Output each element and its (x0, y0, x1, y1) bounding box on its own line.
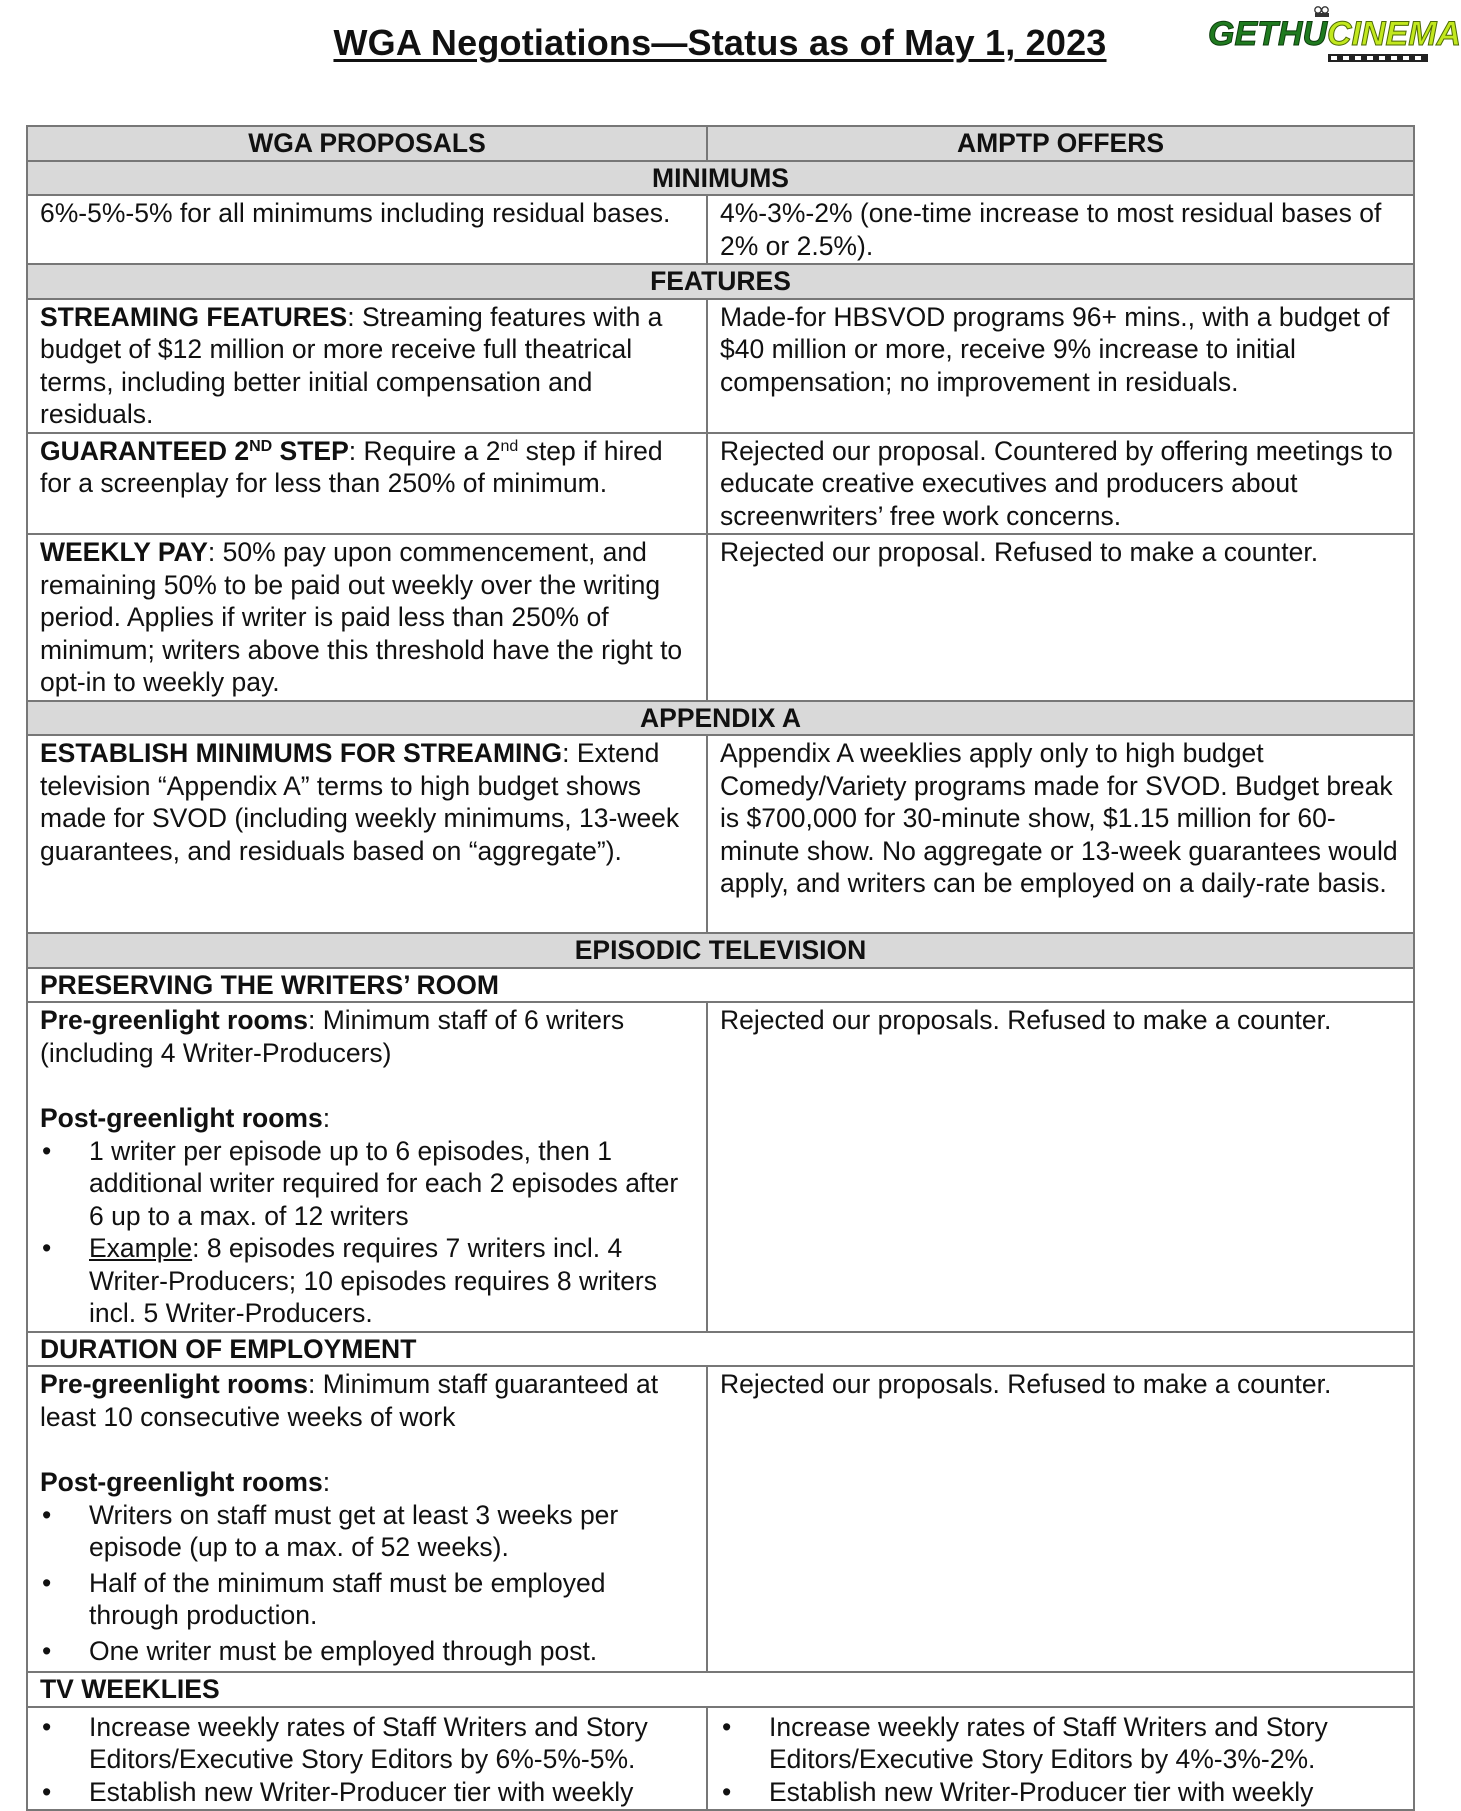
section-minimums: MINIMUMS (27, 161, 1414, 196)
bullet-list (40, 1499, 694, 1668)
section-appendix-a: APPENDIX A (27, 701, 1414, 736)
table-row (27, 195, 1414, 264)
table-row (27, 1366, 1414, 1672)
wga-cell: GUARANTEED 2ND STEP: Require a 2nd step if hired for a screenplay for less than 250% of minimum. (27, 433, 707, 535)
section-features: FEATURES (27, 264, 1414, 299)
negotiations-table (26, 125, 1415, 1811)
amptp-cell: Rejected our proposals. Refused to make a counter. (707, 1366, 1414, 1672)
watermark-logo (1208, 8, 1461, 64)
table-row (27, 433, 1414, 535)
section-row (27, 933, 1414, 968)
table-row (27, 299, 1414, 433)
table-row (27, 735, 1414, 933)
list-item: • 1 writer per episode up to 6 episodes, then 1 additional writer required for each 2 episodes after 6 up to a max. of 12 writers (40, 1135, 694, 1233)
table-row (27, 534, 1414, 701)
wga-cell: STREAMING FEATURES: Streaming features with a budget of $12 million or more receive full theatrical terms, including better initial compensation and residuals. (27, 299, 707, 433)
list-item: • Increase weekly rates of Staff Writers and Story Editors/Executive Story Editors by 6%-5%-5%. (40, 1711, 694, 1776)
list-item: • Establish new Writer-Producer tier with weekly (720, 1776, 1401, 1809)
wga-cell: Pre-greenlight rooms: Minimum staff guaranteed at least 10 consecutive weeks of work Post-greenlight rooms: • Writers on staff must get at least 3 weeks per episode (up to a max. of 52 weeks). • Half of the minimum staff must be employed through production. • One writer must be employed through post. (27, 1366, 707, 1672)
amptp-cell: Appendix A weeklies apply only to high budget Comedy/Variety programs made for SVOD. Budget break is $700,000 for 30-minute show, $1.15 million for 60-minute show. No aggregate or 13-week guarantees would apply, and writers can be employed on a daily-rate basis. (707, 735, 1414, 933)
header-amptp-offers: AMPTP OFFERS (707, 126, 1414, 161)
bullet-list (40, 1711, 694, 1809)
amptp-cell: Rejected our proposal. Countered by offering meetings to educate creative executives and producers about screenwriters’ free work concerns. (707, 433, 1414, 535)
list-item: • Half of the minimum staff must be employed through production. (40, 1567, 694, 1632)
section-row (27, 161, 1414, 196)
amptp-cell: Rejected our proposals. Refused to make a counter. (707, 1002, 1414, 1332)
section-row (27, 264, 1414, 299)
wga-cell: ESTABLISH MINIMUMS FOR STREAMING: Extend television “Appendix A” terms to high budget shows made for SVOD (including weekly minimums, 13-week guarantees, and residuals based on “aggregate”). (27, 735, 707, 933)
wga-cell: 6%-5%-5% for all minimums including residual bases. (27, 195, 707, 264)
subsection-writers-room: PRESERVING THE WRITERS’ ROOM (27, 968, 1414, 1003)
list-item: • Establish new Writer-Producer tier with weekly (40, 1776, 694, 1809)
watermark-text: GETHUCINEMA (1208, 15, 1461, 53)
table-row (27, 1002, 1414, 1332)
section-row (27, 701, 1414, 736)
list-item: • Writers on staff must get at least 3 weeks per episode (up to a max. of 52 weeks). (40, 1499, 694, 1564)
list-item: • Example: 8 episodes requires 7 writers incl. 4 Writer-Producers; 10 episodes requires 8 writers incl. 5 Writer-Producers. (40, 1232, 694, 1330)
amptp-cell: Rejected our proposal. Refused to make a counter. (707, 534, 1414, 701)
amptp-cell: 4%-3%-2% (one-time increase to most residual bases of 2% or 2.5%). (707, 195, 1414, 264)
wga-cell: Pre-greenlight rooms: Minimum staff of 6 writers (including 4 Writer-Producers) Post-greenlight rooms: • 1 writer per episode up to 6 episodes, then 1 additional writer required for each 2 episodes after 6 up to a max. of 12 writers • Example: 8 episodes requires 7 writers incl. 4 Writer-Producers; 10 episodes requires 8 writers incl. 5 Writer-Producers. (27, 1002, 707, 1332)
bullet-list (720, 1711, 1401, 1809)
wga-cell: WEEKLY PAY: 50% pay upon commencement, and remaining 50% to be paid out weekly over the writing period. Applies if writer is paid less than 250% of minimum; writers above this threshold have the right to opt-in to weekly pay. (27, 534, 707, 701)
table-header-row (27, 126, 1414, 161)
subsection-tv-weeklies: TV WEEKLIES (27, 1672, 1414, 1707)
list-item: • One writer must be employed through post. (40, 1635, 694, 1668)
section-episodic-television: EPISODIC TELEVISION (27, 933, 1414, 968)
header-wga-proposals: WGA PROPOSALS (27, 126, 707, 161)
amptp-cell (707, 1707, 1414, 1811)
film-strip-icon (1328, 54, 1428, 62)
page-title: WGA Negotiations—Status as of May 1, 2023 (333, 22, 1107, 63)
amptp-cell: Made-for HBSVOD programs 96+ mins., with a budget of $40 million or more, receive 9% increase to initial compensation; no improvement in residuals. (707, 299, 1414, 433)
subsection-duration: DURATION OF EMPLOYMENT (27, 1332, 1414, 1367)
subsection-row (27, 968, 1414, 1003)
wga-cell (27, 1707, 707, 1811)
subsection-row (27, 1672, 1414, 1707)
bullet-list (40, 1135, 694, 1330)
list-item: • Increase weekly rates of Staff Writers and Story Editors/Executive Story Editors by 4%-3%-2%. (720, 1711, 1401, 1776)
table-row (27, 1707, 1414, 1811)
subsection-row (27, 1332, 1414, 1367)
